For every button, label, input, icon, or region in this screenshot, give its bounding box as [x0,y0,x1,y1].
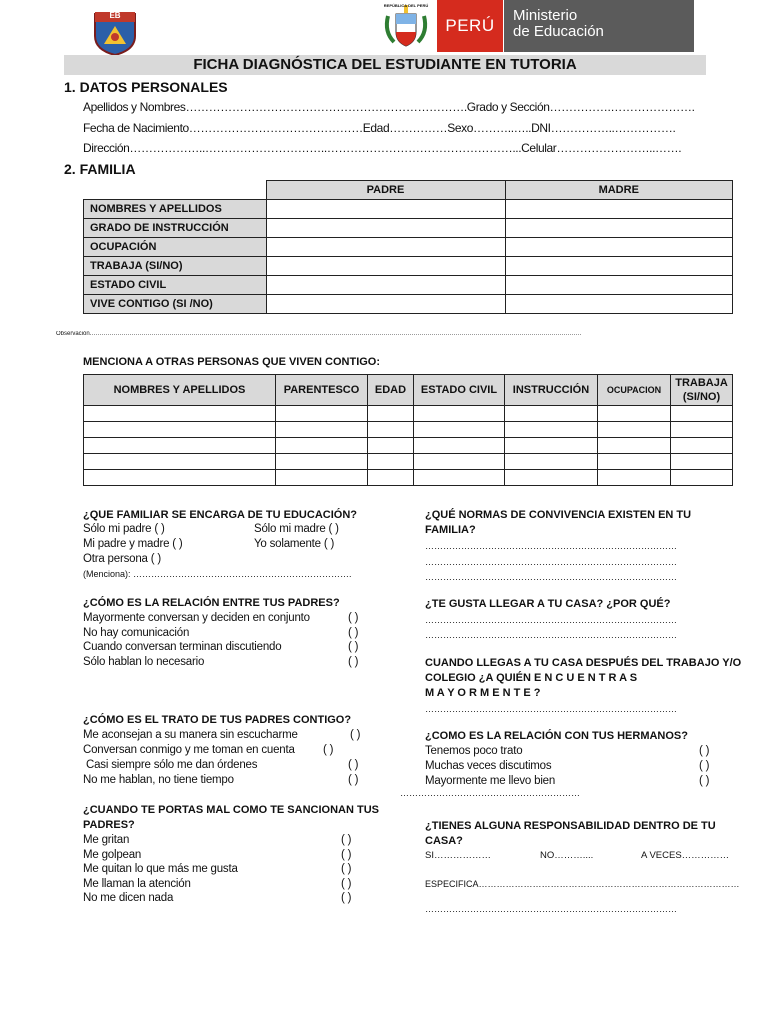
question-quien-encuentras-line-1: CUANDO LLEGAS A TU CASA DESPUÉS DEL TRABAJO Y/O [425,657,742,669]
section-1-heading: 1. DATOS PERSONALES [64,79,228,95]
others-cell[interactable] [84,454,276,470]
option-solo-padre[interactable]: Sólo mi padre ( ) [83,523,165,535]
checkbox-paren[interactable]: ( ) [348,641,359,653]
others-cell[interactable] [505,470,598,486]
others-cell[interactable] [671,406,733,422]
others-cell[interactable] [414,438,505,454]
others-cell[interactable] [84,422,276,438]
answer-line[interactable]: ………………………………………………………………………… [425,541,677,551]
option-toman-en-cuenta: Conversan conmigo y me toman en cuenta [83,744,295,756]
others-heading: MENCIONA A OTRAS PERSONAS QUE VIVEN CONTIGO: [83,356,381,368]
padre-cell[interactable] [266,200,505,219]
answer-line[interactable]: ………………………………………………………………………… [425,557,677,567]
checkbox-paren[interactable]: ( ) [341,892,352,904]
others-cell[interactable] [368,454,414,470]
mencion-line[interactable]: (Menciona): ………………………………………………………………. [83,569,352,579]
school-logo [92,8,138,56]
field-birth-age-sex-dni[interactable]: Fecha de Nacimiento………………………………………Edad……………Sexo………..…..DNI……………..……………. [83,121,676,135]
question-llegar-casa: ¿TE GUSTA LLEGAR A TU CASA? ¿POR QUÉ? [425,598,671,610]
ministry-line-1: Ministerio [513,7,578,24]
field-address-phone[interactable]: Dirección………………..…………………………..…………………………………………...Celular……………………..……. [83,141,682,155]
madre-cell[interactable] [505,295,733,314]
option-solo-necesario: Sólo hablan lo necesario [83,656,205,668]
answer-line[interactable]: ………………………………………………………………………… [425,904,677,914]
others-cell[interactable] [505,454,598,470]
row-label: NOMBRES Y APELLIDOS [84,200,267,219]
padre-cell[interactable] [266,238,505,257]
option-otra-persona[interactable]: Otra persona ( ) [83,553,161,565]
others-cell[interactable] [505,438,598,454]
option-padre-y-madre[interactable]: Mi padre y madre ( ) [83,538,183,550]
question-hermanos: ¿COMO ES LA RELACIÓN CON TUS HERMANOS? [425,730,688,742]
others-cell[interactable] [84,438,276,454]
padre-cell[interactable] [266,257,505,276]
question-normas-line-1: ¿QUÉ NORMAS DE CONVIVENCIA EXISTEN EN TU [425,509,692,521]
option-aconsejan: Me aconsejan a su manera sin escucharme [83,729,298,741]
row-label: OCUPACIÓN [84,238,267,257]
checkbox-paren[interactable]: ( ) [699,760,710,772]
option-no-hablan: No me hablan, no tiene tiempo [83,774,234,786]
ministry-line-2: de Educación [513,23,604,40]
others-cell[interactable] [276,470,368,486]
others-cell[interactable] [368,406,414,422]
school-badge-text: EB [109,11,121,20]
madre-cell[interactable] [505,257,733,276]
others-cell[interactable] [671,470,733,486]
others-cell[interactable] [84,470,276,486]
others-cell[interactable] [505,422,598,438]
others-cell[interactable] [671,422,733,438]
section-2-heading: 2. FAMILIA [64,161,136,177]
option-poco-trato: Tenemos poco trato [425,745,523,757]
row-label: ESTADO CIVIL [84,276,267,295]
answer-line[interactable]: ………………………………………………………………………… [425,572,677,582]
others-cell[interactable] [598,470,671,486]
row-label: TRABAJA (SI/NO) [84,257,267,276]
others-col-edad: EDAD [368,375,414,406]
checkbox-paren[interactable]: ( ) [348,759,359,771]
madre-cell[interactable] [505,219,733,238]
answer-no[interactable]: NO……….... [540,850,594,861]
option-golpean: Me golpean [83,849,142,861]
observacion-line[interactable]: Observación………………………………………………………………………………………………………………………………………………………………………………………………………………………… [56,331,582,337]
question-relacion-padres: ¿CÓMO ES LA RELACIÓN ENTRE TUS PADRES? [83,597,340,609]
others-col-trabaja: TRABAJA (SI/NO) [671,375,733,406]
option-no-comunicacion: No hay comunicación [83,627,190,639]
page-title: FICHA DIAGNÓSTICA DEL ESTUDIANTE EN TUTORIA [64,55,706,75]
others-cell[interactable] [276,454,368,470]
checkbox-paren[interactable]: ( ) [348,612,359,624]
option-discutimos: Muchas veces discutimos [425,760,552,772]
answer-line[interactable]: ………………………………………………………………………… [425,615,677,625]
col-madre: MADRE [505,181,733,200]
others-table [83,374,733,486]
others-col-estado-civil: ESTADO CIVIL [414,375,505,406]
checkbox-paren[interactable]: ( ) [348,656,359,668]
others-col-parentesco: PARENTESCO [276,375,368,406]
answer-a-veces[interactable]: A VECES…………… [641,850,730,861]
others-cell[interactable] [276,406,368,422]
others-cell[interactable] [414,454,505,470]
question-quien-encuentras-line-3: M A Y O R M E N T E ? [425,687,541,699]
checkbox-paren[interactable]: ( ) [348,627,359,639]
col-padre: PADRE [266,181,505,200]
others-cell[interactable] [276,438,368,454]
option-gritan: Me gritan [83,834,130,846]
option-solo-madre[interactable]: Sólo mi madre ( ) [254,523,339,535]
question-trato-padres: ¿CÓMO ES EL TRATO DE TUS PADRES CONTIGO? [83,714,352,726]
madre-cell[interactable] [505,238,733,257]
others-cell[interactable] [368,438,414,454]
others-cell[interactable] [414,406,505,422]
checkbox-paren[interactable]: ( ) [341,849,352,861]
option-llaman-atencion: Me llaman la atención [83,878,191,890]
ministry-brand [504,0,694,52]
others-col-instruccion: INSTRUCCIÓN [505,375,598,406]
others-cell[interactable] [414,470,505,486]
others-cell[interactable] [598,406,671,422]
checkbox-paren[interactable]: ( ) [323,744,334,756]
peru-brand: PERÚ [437,0,503,52]
peru-coat-of-arms-icon [380,2,432,52]
field-name-grade[interactable]: Apellidos y Nombres……………………………………………………………….Grado y Sección…………….…………………. [83,100,695,114]
option-no-dicen-nada: No me dicen nada [83,892,174,904]
others-cell[interactable] [671,438,733,454]
others-cell[interactable] [598,422,671,438]
checkbox-paren[interactable]: ( ) [341,863,352,875]
madre-cell[interactable] [505,200,733,219]
option-yo-solamente[interactable]: Yo solamente ( ) [254,538,335,550]
especifica-line[interactable]: ESPECIFICA…………………………………………………………………………… [425,879,740,889]
option-conversan-deciden: Mayormente conversan y deciden en conjunto [83,612,310,624]
question-educacion: ¿QUE FAMILIAR SE ENCARGA DE TU EDUCACIÓN? [83,509,357,521]
others-cell[interactable] [671,454,733,470]
madre-cell[interactable] [505,276,733,295]
checkbox-paren[interactable]: ( ) [348,774,359,786]
others-cell[interactable] [368,422,414,438]
option-llevo-bien: Mayormente me llevo bien [425,775,556,787]
answer-line[interactable]: ………………………………………………………………………… [425,704,677,714]
question-sancion-line-1: ¿CUANDO TE PORTAS MAL COMO TE SANCIONAN TUS [83,804,379,816]
padre-cell[interactable] [266,276,505,295]
padre-cell[interactable] [266,219,505,238]
checkbox-paren[interactable]: ( ) [341,834,352,846]
question-responsabilidad-line-1: ¿TIENES ALGUNA RESPONSABILIDAD DENTRO DE TU [425,820,716,832]
option-quitan: Me quitan lo que más me gusta [83,863,238,875]
seal-caption: REPÚBLICA DEL PERÚ [383,3,429,8]
family-table [83,180,733,314]
others-cell[interactable] [368,470,414,486]
family-table-corner [84,181,267,200]
option-dan-ordenes: Casi siempre sólo me dan órdenes [86,759,258,771]
answer-line[interactable]: ………………………………………………………………………… [425,630,677,640]
checkbox-paren[interactable]: ( ) [341,878,352,890]
checkbox-paren[interactable]: ( ) [699,775,710,787]
row-label: GRADO DE INSTRUCCIÓN [84,219,267,238]
others-cell[interactable] [598,454,671,470]
others-cell[interactable] [276,422,368,438]
question-sancion-line-2: PADRES? [83,819,135,831]
column-divider: …………………………………………………… [400,788,580,798]
checkbox-paren[interactable]: ( ) [350,729,361,741]
option-terminan-discutiendo: Cuando conversan terminan discutiendo [83,641,282,653]
others-col-ocupacion: OCUPACION [598,375,671,406]
others-cell[interactable] [505,406,598,422]
row-label: VIVE CONTIGO (SI /NO) [84,295,267,314]
question-quien-encuentras-line-2: COLEGIO ¿A QUIÉN E N C U E N T R A S [425,672,638,684]
others-cell[interactable] [414,422,505,438]
padre-cell[interactable] [266,295,505,314]
question-responsabilidad-line-2: CASA? [425,835,463,847]
answer-si[interactable]: SI……………… [425,850,491,861]
others-cell[interactable] [84,406,276,422]
question-normas-line-2: FAMILIA? [425,524,476,536]
others-cell[interactable] [598,438,671,454]
checkbox-paren[interactable]: ( ) [699,745,710,757]
others-col-name: NOMBRES Y APELLIDOS [84,375,276,406]
